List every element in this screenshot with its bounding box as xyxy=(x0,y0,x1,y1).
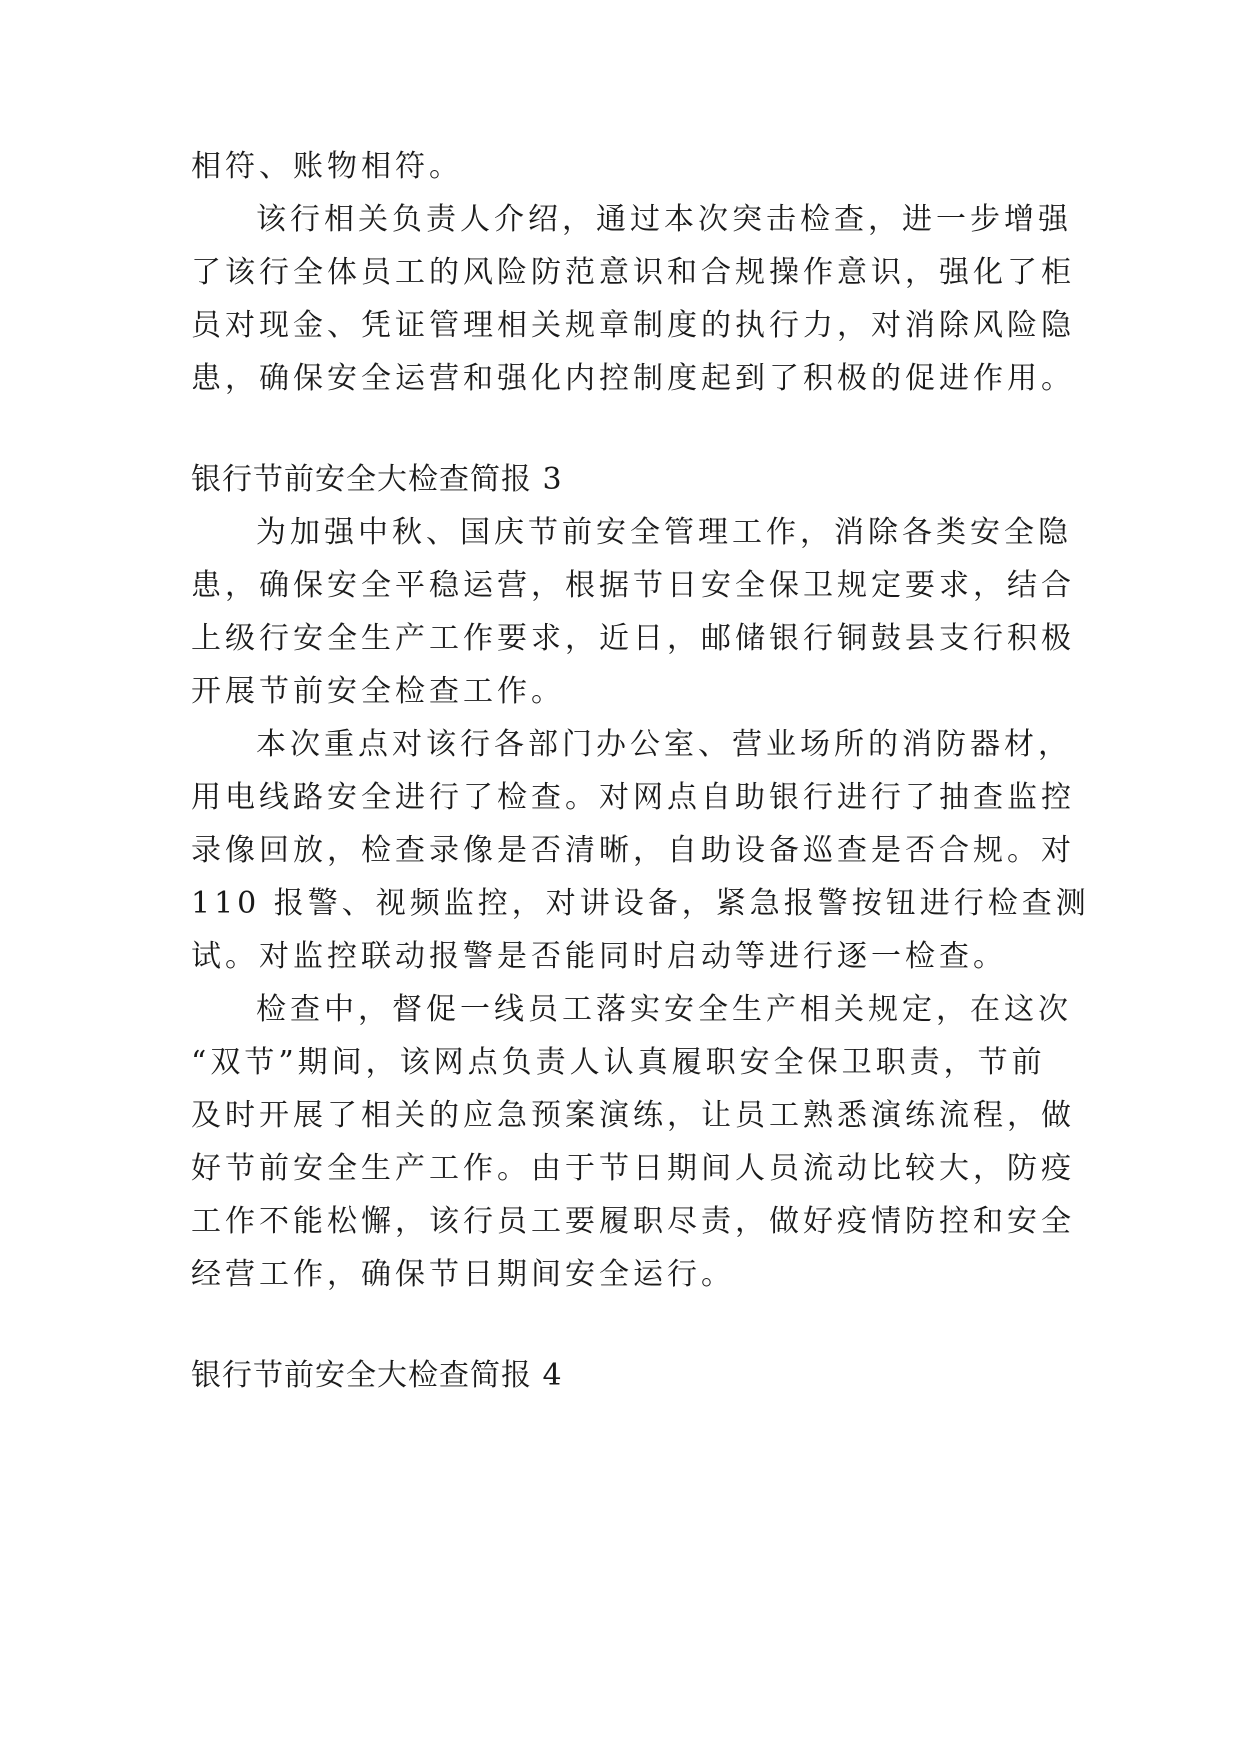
paragraph-line: 为加强中秋、国庆节前安全管理工作，消除各类安全隐 xyxy=(256,515,1072,550)
paragraph-line: 录像回放，检查录像是否清晰，自助设备巡查是否合规。对 xyxy=(191,833,1075,868)
paragraph-line: 工作不能松懈，该行员工要履职尽责，做好疫情防控和安全 xyxy=(191,1204,1075,1239)
paragraph-line: 开展节前安全检查工作。 xyxy=(191,674,565,709)
paragraph-line: 患，确保安全平稳运营，根据节日安全保卫规定要求，结合 xyxy=(191,568,1075,603)
text-line: 相符、账物相符。 xyxy=(191,149,463,184)
paragraph-line: 该行相关负责人介绍，通过本次突击检查，进一步增强 xyxy=(256,202,1072,237)
paragraph-line: 了该行全体员工的风险防范意识和合规操作意识，强化了柜 xyxy=(191,255,1075,290)
paragraph-line: 检查中，督促一线员工落实安全生产相关规定，在这次 xyxy=(256,992,1072,1027)
paragraph-line: 用电线路安全进行了检查。对网点自助银行进行了抽查监控 xyxy=(191,780,1075,815)
paragraph-line: 及时开展了相关的应急预案演练，让员工熟悉演练流程，做 xyxy=(191,1098,1075,1133)
paragraph-line: 110 报警、视频监控，对讲设备，紧急报警按钮进行检查测 xyxy=(191,886,1090,921)
paragraph-line: 试。对监控联动报警是否能同时启动等进行逐一检查。 xyxy=(191,939,1007,974)
paragraph-line: 员对现金、凭证管理相关规章制度的执行力，对消除风险隐 xyxy=(191,308,1075,343)
paragraph-line: 本次重点对该行各部门办公室、营业场所的消防器材， xyxy=(256,727,1072,762)
paragraph-line: 经营工作，确保节日期间安全运行。 xyxy=(191,1257,735,1292)
section-heading: 银行节前安全大检查简报 4 xyxy=(191,1358,563,1393)
paragraph-line: “双节”期间，该网点负责人认真履职安全保卫职责，节前 xyxy=(191,1045,1046,1080)
paragraph-line: 好节前安全生产工作。由于节日期间人员流动比较大，防疫 xyxy=(191,1151,1075,1186)
paragraph-line: 患，确保安全运营和强化内控制度起到了积极的促进作用。 xyxy=(191,361,1075,396)
paragraph-line: 上级行安全生产工作要求，近日，邮储银行铜鼓县支行积极 xyxy=(191,621,1075,656)
section-heading: 银行节前安全大检查简报 3 xyxy=(191,462,563,497)
